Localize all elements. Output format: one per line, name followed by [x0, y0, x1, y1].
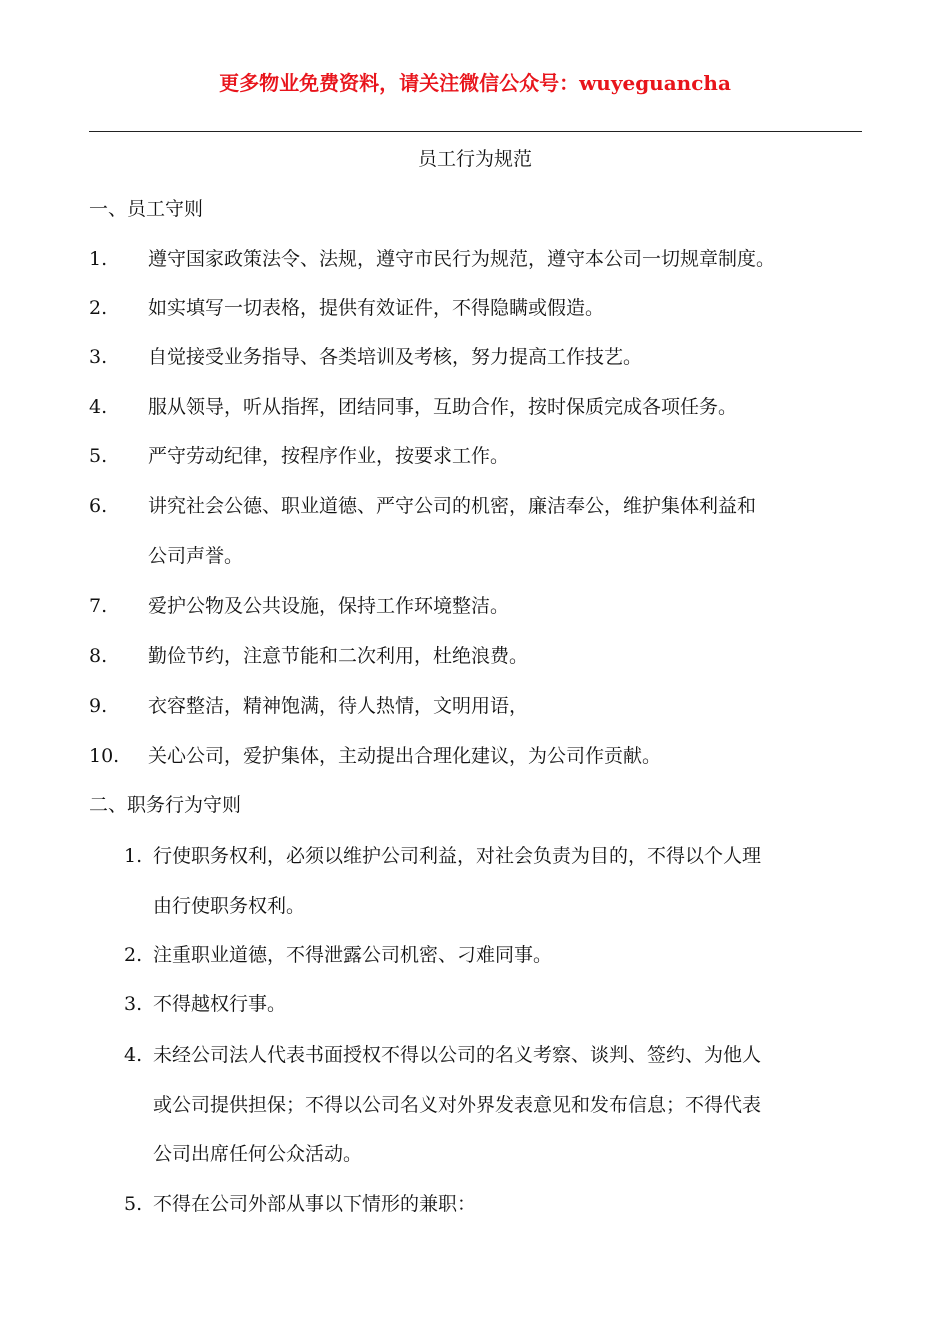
list-item-number: 5.	[124, 1193, 143, 1215]
list-item-text: 如实填写一切表格，提供有效证件，不得隐瞒或假造。	[148, 297, 605, 319]
section-heading-employee-rules: 一、员工守则	[89, 198, 204, 220]
document-title: 员工行为规范	[417, 148, 532, 170]
list-item-number: 3.	[89, 346, 108, 368]
list-item-text: 自觉接受业务指导、各类培训及考核，努力提高工作技艺。	[148, 346, 643, 368]
list-item-text: 关心公司，爱护集体，主动提出合理化建议，为公司作贡献。	[148, 745, 662, 767]
list-item-text: 遵守国家政策法令、法规，遵守市民行为规范，遵守本公司一切规章制度。	[148, 248, 776, 270]
list-item-continuation: 公司声誉。	[148, 545, 244, 567]
list-item-number: 1.	[89, 248, 108, 270]
list-item-number: 7.	[89, 595, 108, 617]
list-item-continuation: 由行使职务权利。	[153, 895, 306, 917]
list-item-text: 不得越权行事。	[153, 993, 287, 1015]
list-item-number: 5.	[89, 445, 108, 467]
list-item-text: 爱护公物及公共设施，保持工作环境整洁。	[148, 595, 510, 617]
list-item-number: 2.	[124, 944, 143, 966]
list-item-number: 9.	[89, 695, 108, 717]
list-item-continuation: 或公司提供担保；不得以公司名义对外界发表意见和发布信息；不得代表	[153, 1094, 762, 1116]
list-item-number: 4.	[124, 1044, 143, 1066]
list-item-text: 讲究社会公德、职业道德、严守公司的机密，廉洁奉公，维护集体利益和	[148, 495, 757, 517]
header-divider	[89, 131, 862, 132]
list-item-number: 6.	[89, 495, 108, 517]
list-item-number: 8.	[89, 645, 108, 667]
list-item-text: 行使职务权利，必须以维护公司利益，对社会负责为目的，不得以个人理	[153, 845, 762, 867]
list-item-text: 不得在公司外部从事以下情形的兼职：	[153, 1193, 477, 1215]
promo-banner: 更多物业免费资料，请关注微信公众号：wuyeguancha	[219, 71, 731, 95]
list-item-number: 2.	[89, 297, 108, 319]
list-item-number: 1.	[124, 845, 143, 867]
list-item-number: 4.	[89, 396, 108, 418]
list-item-number: 3.	[124, 993, 143, 1015]
list-item-text: 衣容整洁，精神饱满，待人热情，文明用语，	[148, 695, 529, 717]
list-item-number: 10.	[89, 745, 120, 767]
list-item-text: 服从领导，听从指挥，团结同事，互助合作，按时保质完成各项任务。	[148, 396, 738, 418]
list-item-text: 注重职业道德，不得泄露公司机密、刁难同事。	[153, 944, 553, 966]
list-item-continuation: 公司出席任何公众活动。	[153, 1143, 363, 1165]
list-item-text: 未经公司法人代表书面授权不得以公司的名义考察、谈判、签约、为他人	[153, 1044, 762, 1066]
list-item-text: 严守劳动纪律，按程序作业，按要求工作。	[148, 445, 510, 467]
list-item-text: 勤俭节约，注意节能和二次利用，杜绝浪费。	[148, 645, 529, 667]
section-heading-duty-rules: 二、职务行为守则	[89, 794, 242, 816]
